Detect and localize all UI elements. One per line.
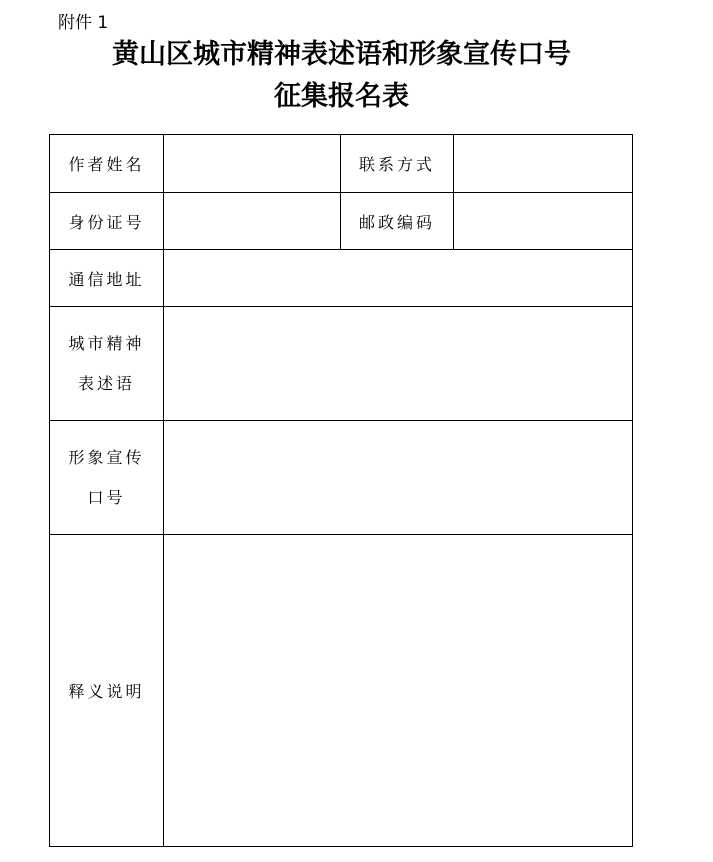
city-spirit-label [50, 307, 164, 421]
postal-code-label: 邮政编码 [341, 193, 454, 250]
author-name-field[interactable] [164, 135, 341, 193]
slogan-label-line2: 口号 [87, 487, 126, 507]
slogan-label-line1: 形象宣传 [68, 447, 145, 467]
row-slogan [50, 421, 633, 535]
slogan-label [50, 421, 164, 535]
city-spirit-label-line2: 表述语 [77, 373, 135, 393]
postal-code-field[interactable] [454, 193, 633, 250]
registration-form-table [49, 134, 633, 847]
id-number-field[interactable] [164, 193, 341, 250]
row-id-postal [50, 193, 633, 250]
address-field[interactable] [164, 250, 633, 307]
row-city-spirit [50, 307, 633, 421]
contact-field[interactable] [454, 135, 633, 193]
explanation-field[interactable] [164, 535, 633, 847]
author-name-label: 作者姓名 [50, 135, 164, 193]
city-spirit-label-line1: 城市精神 [68, 333, 145, 353]
slogan-field[interactable] [164, 421, 633, 535]
explanation-label: 释义说明 [50, 535, 164, 847]
row-explanation [50, 535, 633, 847]
contact-label: 联系方式 [341, 135, 454, 193]
attachment-label: 附件 1 [58, 13, 109, 33]
page-subtitle: 征集报名表 [274, 81, 409, 112]
page-title: 黄山区城市精神表述语和形象宣传口号 [112, 39, 571, 70]
city-spirit-field[interactable] [164, 307, 633, 421]
address-label: 通信地址 [50, 250, 164, 307]
row-author-contact [50, 135, 633, 193]
id-number-label: 身份证号 [50, 193, 164, 250]
row-address [50, 250, 633, 307]
